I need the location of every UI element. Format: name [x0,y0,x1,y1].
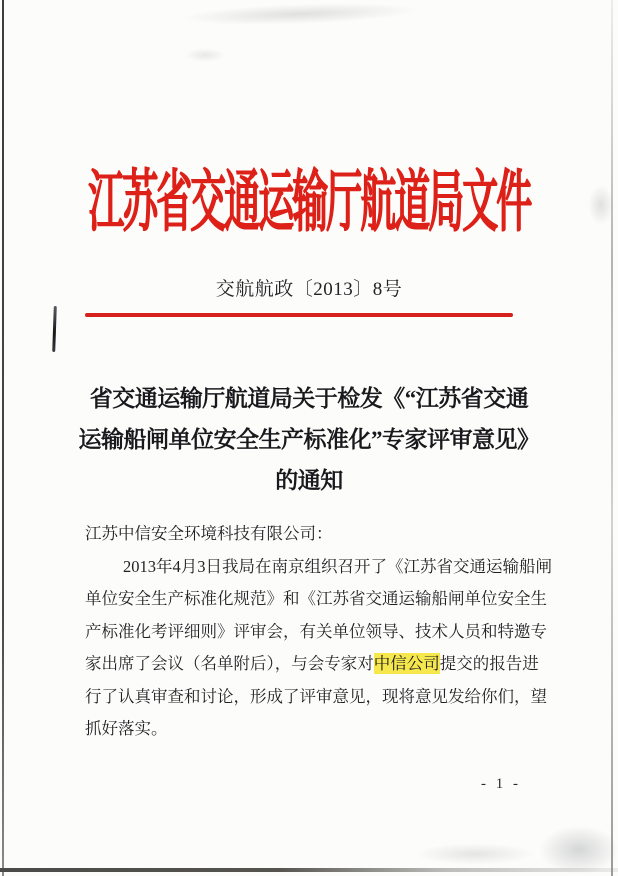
body-line-2: 单位安全生产标准化规范》和《江苏省交通运输船闸单位安全生 [85,589,547,608]
page-number: - 1 - [481,776,521,792]
document-number: 交航航政〔2013〕8号 [215,279,403,300]
document-title-line-3: 的通知 [275,468,343,493]
document-title [0,378,618,501]
pen-mark [52,306,57,352]
body-line-5: 行了认真审查和讨论，形成了评审意见，现将意见发给你们，望 [85,686,547,706]
document-title-line-2: 运输船闸单位安全生产标准化”专家评审意见》 [78,427,540,452]
red-divider-line [85,313,513,317]
body-line-1: 2013年4月3日我局在南京组织召开了《江苏省交通运输船闸 [123,556,552,576]
document-title-line-1: 省交通运输厅航道局关于检发《“江苏省交通 [89,386,529,411]
scan-smudge [540,826,618,874]
body-line-4-post: 提交的报告进 [439,654,539,673]
scan-smudge [180,0,421,28]
body-line-4-pre: 家出席了会议（名单附后），与会专家对 [85,654,374,673]
document-body [85,518,553,746]
body-line-6: 抓好落实。 [85,719,168,738]
scan-smudge [415,843,535,865]
highlighted-company-name: 中信公司 [373,654,440,673]
body-line-3: 产标准化考评细则》评审会，有关单位领导、技术人员和特邀专 [85,621,547,641]
scan-bottom-border [0,868,618,872]
salutation: 江苏中信安全环境科技有限公司： [85,524,333,543]
document-header-title: 江苏省交通运输厅航道局文件 [87,165,530,241]
body-line-4 [85,648,553,681]
scan-smudge [185,48,225,62]
